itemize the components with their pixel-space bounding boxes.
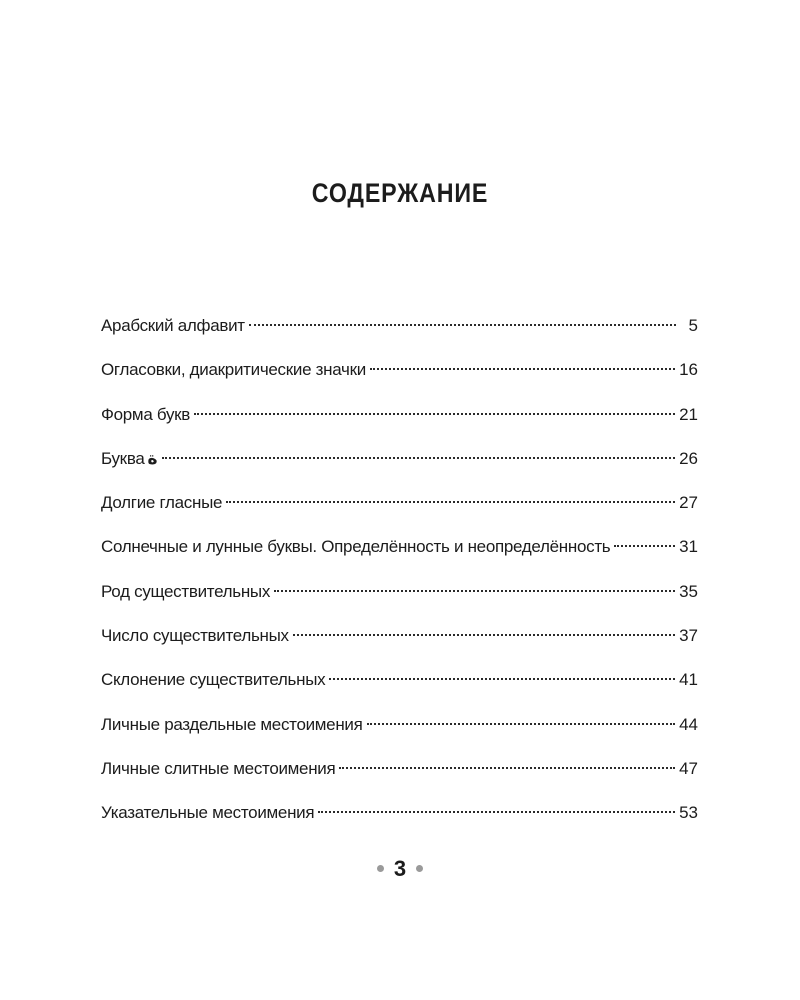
toc-entry-page: 44	[679, 714, 698, 734]
toc-dot-leader	[226, 501, 675, 503]
toc-entry-page: 21	[679, 404, 698, 424]
page-number: 3	[393, 856, 407, 881]
toc-entry[interactable]	[101, 710, 698, 754]
toc-entry-page: 37	[679, 626, 698, 646]
toc-entry[interactable]	[101, 311, 698, 355]
page-title: СОДЕРЖАНИЕ	[311, 178, 489, 208]
toc-dot-leader	[274, 590, 675, 592]
toc-entry-page: 26	[679, 448, 698, 468]
toc-entry-label: Указательные местоимения	[101, 803, 315, 823]
toc-dot-leader	[194, 413, 675, 415]
toc-dot-leader	[329, 678, 675, 680]
toc-entry-label: Число существительных	[101, 626, 289, 646]
toc-dot-leader	[367, 723, 676, 725]
toc-entry[interactable]	[101, 754, 698, 798]
toc-dot-leader	[614, 545, 675, 547]
page-number-footer	[0, 856, 800, 882]
toc-entry[interactable]	[101, 621, 698, 665]
toc-entry-label: Огласовки, диакритические значки	[101, 360, 366, 380]
toc-entry[interactable]	[101, 665, 698, 709]
toc-entry-page: 35	[679, 581, 698, 601]
toc-entry-label: Долгие гласные	[101, 493, 223, 513]
toc-entry-arabic-letter: ة	[147, 448, 158, 469]
toc-entry-page: 5	[688, 316, 698, 335]
toc-entry[interactable]	[101, 798, 698, 842]
toc-entry-label: Род существительных	[101, 581, 271, 601]
toc-dot-leader	[162, 457, 676, 459]
toc-entry[interactable]	[101, 355, 698, 399]
toc-entry-page: 16	[679, 360, 698, 380]
toc-entry-page: 53	[679, 803, 698, 823]
toc-entry-page: 27	[679, 493, 698, 513]
toc-dot-leader	[318, 811, 675, 813]
table-of-contents	[101, 311, 698, 843]
toc-entry[interactable]	[101, 577, 698, 621]
toc-entry[interactable]	[101, 444, 698, 488]
toc-entry-label: Форма букв	[101, 404, 191, 424]
bullet-dot-icon	[416, 865, 423, 872]
toc-dot-leader	[293, 634, 675, 636]
toc-entry-label: Буква	[101, 448, 145, 468]
toc-dot-leader	[249, 324, 676, 326]
toc-dot-leader	[339, 767, 675, 769]
toc-entry-label: Арабский алфавит	[101, 316, 245, 335]
toc-entry-page: 31	[679, 537, 698, 557]
toc-entry-label: Личные раздельные местоимения	[101, 714, 363, 734]
toc-dot-leader	[370, 368, 675, 370]
toc-entry[interactable]	[101, 488, 698, 532]
toc-entry-label: Солнечные и лунные буквы. Определённость и неопределённость	[101, 537, 611, 557]
toc-entry-page: 41	[679, 670, 698, 690]
toc-entry[interactable]	[101, 400, 698, 444]
toc-entry[interactable]	[101, 532, 698, 576]
toc-entry-label: Личные слитные местоимения	[101, 758, 336, 778]
toc-entry-page: 47	[679, 758, 698, 778]
toc-entry-label: Склонение существительных	[101, 670, 326, 690]
bullet-dot-icon	[377, 865, 384, 872]
